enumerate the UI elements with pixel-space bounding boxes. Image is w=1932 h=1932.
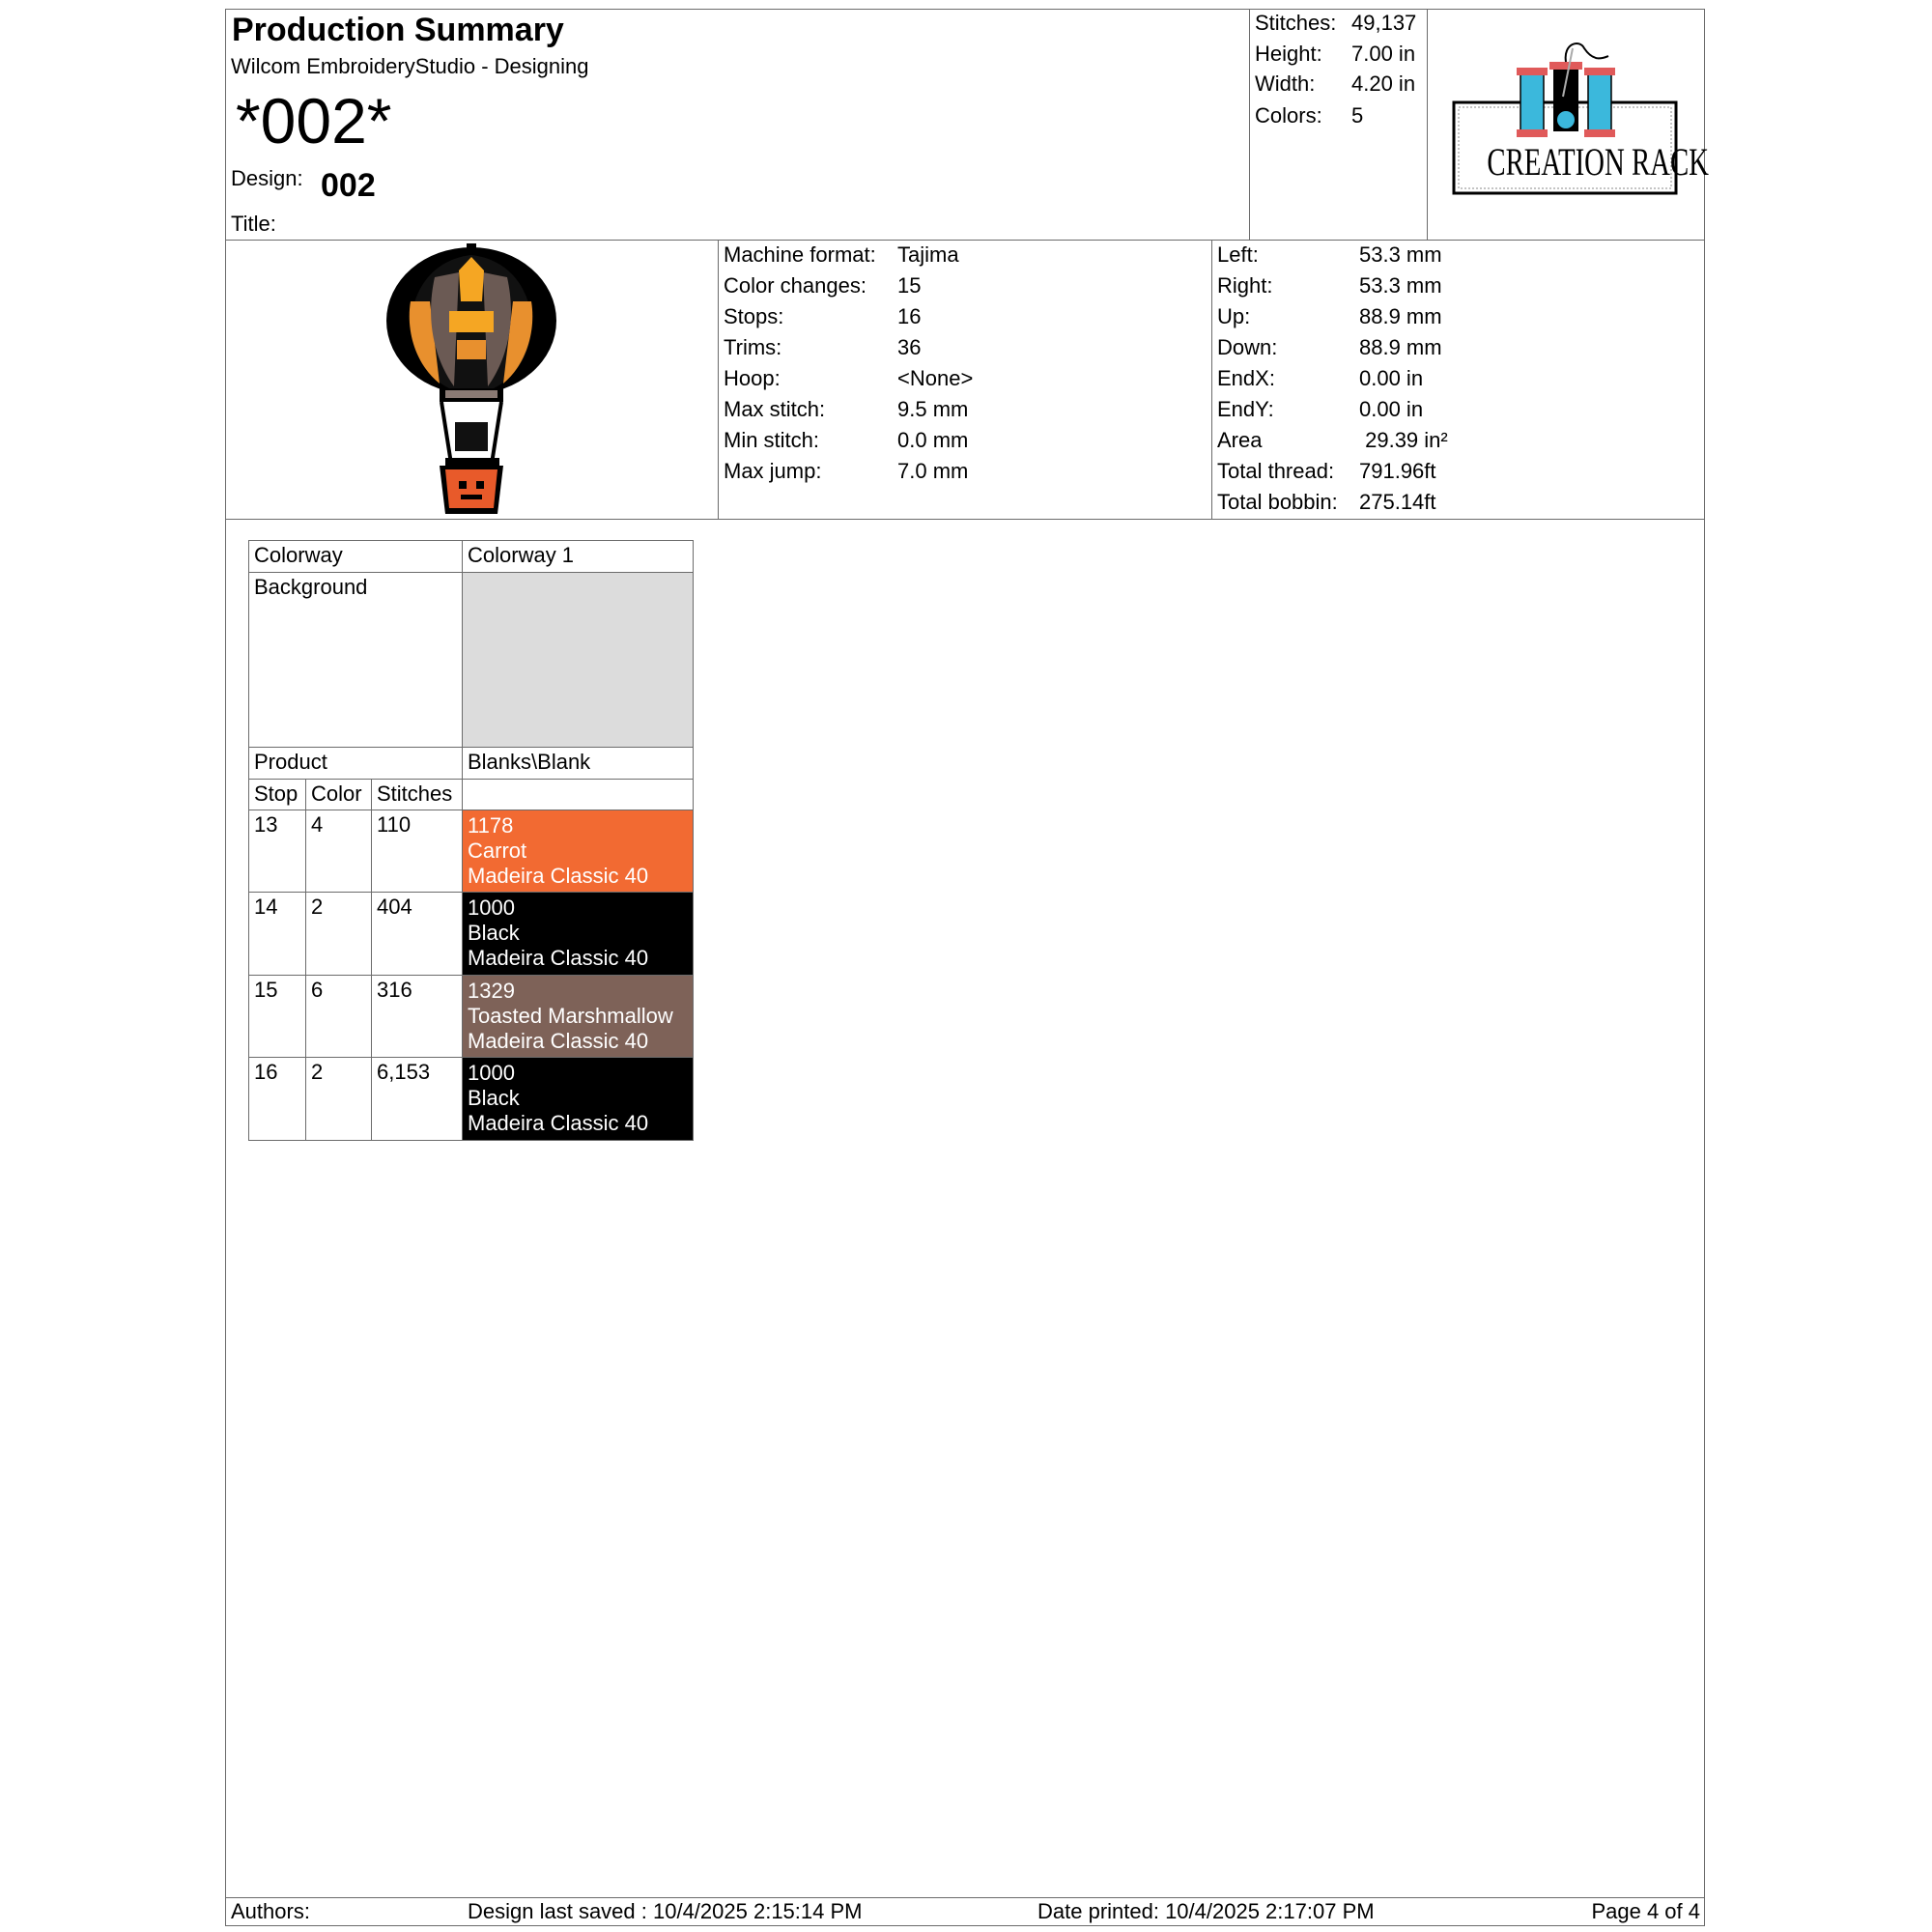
title-label: Title: — [231, 212, 276, 236]
max-stitch-value: 9.5 mm — [897, 397, 969, 421]
info-col-divider-1 — [718, 240, 719, 519]
right-value: 53.3 mm — [1359, 273, 1442, 298]
up-label: Up: — [1217, 304, 1251, 328]
design-preview — [382, 243, 565, 519]
total-thread-value: 791.96ft — [1359, 459, 1436, 483]
table-row — [249, 976, 694, 1058]
colorway-row — [249, 541, 694, 573]
footer-divider — [225, 1897, 1705, 1898]
table-row — [249, 1058, 694, 1141]
column-header-row — [249, 780, 694, 810]
product-label: Product — [249, 748, 463, 780]
thread-name: Black — [468, 1086, 520, 1110]
col-stitches-header: Stitches — [372, 780, 463, 810]
trims-label: Trims: — [724, 335, 782, 359]
left-value: 53.3 mm — [1359, 242, 1442, 267]
logo-text: CREATION RACK — [1487, 140, 1709, 184]
thread-code: 1329 — [468, 979, 515, 1003]
max-jump-value: 7.0 mm — [897, 459, 969, 483]
table-row — [249, 893, 694, 976]
stitches-cell: 404 — [372, 893, 463, 976]
color-changes-label: Color changes: — [724, 273, 867, 298]
endy-value: 0.00 in — [1359, 397, 1424, 421]
footer-page-number: Page 4 of 4 — [1591, 1899, 1700, 1923]
colors-label: Colors: — [1255, 103, 1322, 128]
stop-cell: 15 — [249, 976, 306, 1058]
background-label: Background — [249, 573, 463, 748]
total-thread-label: Total thread: — [1217, 459, 1335, 483]
thread-brand: Madeira Classic 40 — [468, 864, 649, 888]
height-label: Height: — [1255, 42, 1322, 66]
thread-brand: Madeira Classic 40 — [468, 1029, 649, 1053]
footer-date-printed: Date printed: 10/4/2025 2:17:07 PM — [1037, 1899, 1375, 1923]
trims-value: 36 — [897, 335, 922, 359]
colorway-table — [248, 540, 694, 1141]
thread-name: Black — [468, 921, 520, 945]
header-col-divider-1 — [1249, 9, 1250, 240]
height-value: 7.00 in — [1351, 42, 1416, 66]
stops-value: 16 — [897, 304, 922, 328]
area-value: 29.39 in² — [1359, 428, 1448, 452]
total-bobbin-label: Total bobbin: — [1217, 490, 1338, 514]
page-title: Production Summary — [232, 12, 564, 48]
thread-code: 1000 — [468, 895, 515, 920]
width-value: 4.20 in — [1351, 71, 1416, 96]
design-value: 002 — [321, 167, 376, 204]
colorway-value: Colorway 1 — [463, 541, 694, 573]
down-value: 88.9 mm — [1359, 335, 1442, 359]
max-jump-label: Max jump: — [724, 459, 822, 483]
down-label: Down: — [1217, 335, 1278, 359]
footer-last-saved: Design last saved : 10/4/2025 2:15:14 PM — [468, 1899, 863, 1923]
hoop-label: Hoop: — [724, 366, 781, 390]
endx-label: EndX: — [1217, 366, 1275, 390]
left-label: Left: — [1217, 242, 1259, 267]
stitches-value: 49,137 — [1351, 11, 1417, 35]
thread-name: Toasted Marshmallow — [468, 1004, 673, 1028]
thread-name: Carrot — [468, 838, 527, 863]
header-divider — [225, 240, 1705, 241]
thread-swatch — [463, 976, 694, 1058]
thread-code: 1000 — [468, 1061, 515, 1085]
software-name: Wilcom EmbroideryStudio - Designing — [231, 54, 589, 78]
total-bobbin-value: 275.14ft — [1359, 490, 1436, 514]
col-thread-header — [463, 780, 694, 810]
hoop-value: <None> — [897, 366, 974, 390]
col-stop-header: Stop — [249, 780, 306, 810]
design-code-large: *002* — [236, 85, 392, 156]
max-stitch-label: Max stitch: — [724, 397, 826, 421]
footer-authors: Authors: — [231, 1899, 310, 1923]
background-swatch — [463, 573, 694, 748]
color-cell: 6 — [306, 976, 372, 1058]
thread-code: 1178 — [468, 813, 514, 838]
endy-label: EndY: — [1217, 397, 1274, 421]
stop-cell: 16 — [249, 1058, 306, 1141]
thread-swatch — [463, 893, 694, 976]
colorway-label: Colorway — [249, 541, 463, 573]
machine-format-label: Machine format: — [724, 242, 876, 267]
machine-format-value: Tajima — [897, 242, 959, 267]
stitches-cell: 6,153 — [372, 1058, 463, 1141]
product-row — [249, 748, 694, 780]
creation-rack-logo — [1449, 39, 1709, 213]
color-changes-value: 15 — [897, 273, 922, 298]
colors-value: 5 — [1351, 103, 1364, 128]
min-stitch-value: 0.0 mm — [897, 428, 969, 452]
col-color-header: Color — [306, 780, 372, 810]
table-row — [249, 810, 694, 893]
width-label: Width: — [1255, 71, 1316, 96]
background-row — [249, 573, 694, 748]
balloon-graphic — [382, 243, 565, 519]
stitches-label: Stitches: — [1255, 11, 1337, 35]
stitches-cell: 316 — [372, 976, 463, 1058]
color-cell: 2 — [306, 1058, 372, 1141]
thread-swatch — [463, 810, 694, 893]
thread-brand: Madeira Classic 40 — [468, 1111, 649, 1135]
stitches-cell: 110 — [372, 810, 463, 893]
up-value: 88.9 mm — [1359, 304, 1442, 328]
logo-graphic — [1449, 39, 1709, 213]
color-cell: 2 — [306, 893, 372, 976]
endx-value: 0.00 in — [1359, 366, 1424, 390]
product-value: Blanks\Blank — [463, 748, 694, 780]
min-stitch-label: Min stitch: — [724, 428, 820, 452]
header-col-divider-2 — [1427, 9, 1428, 240]
right-label: Right: — [1217, 273, 1273, 298]
thread-brand: Madeira Classic 40 — [468, 946, 649, 970]
info-divider — [225, 519, 1705, 520]
area-label: Area — [1217, 428, 1263, 452]
design-label: Design: — [231, 166, 303, 190]
thread-swatch — [463, 1058, 694, 1141]
color-cell: 4 — [306, 810, 372, 893]
info-col-divider-2 — [1211, 240, 1212, 519]
stops-label: Stops: — [724, 304, 784, 328]
stop-cell: 13 — [249, 810, 306, 893]
stop-cell: 14 — [249, 893, 306, 976]
